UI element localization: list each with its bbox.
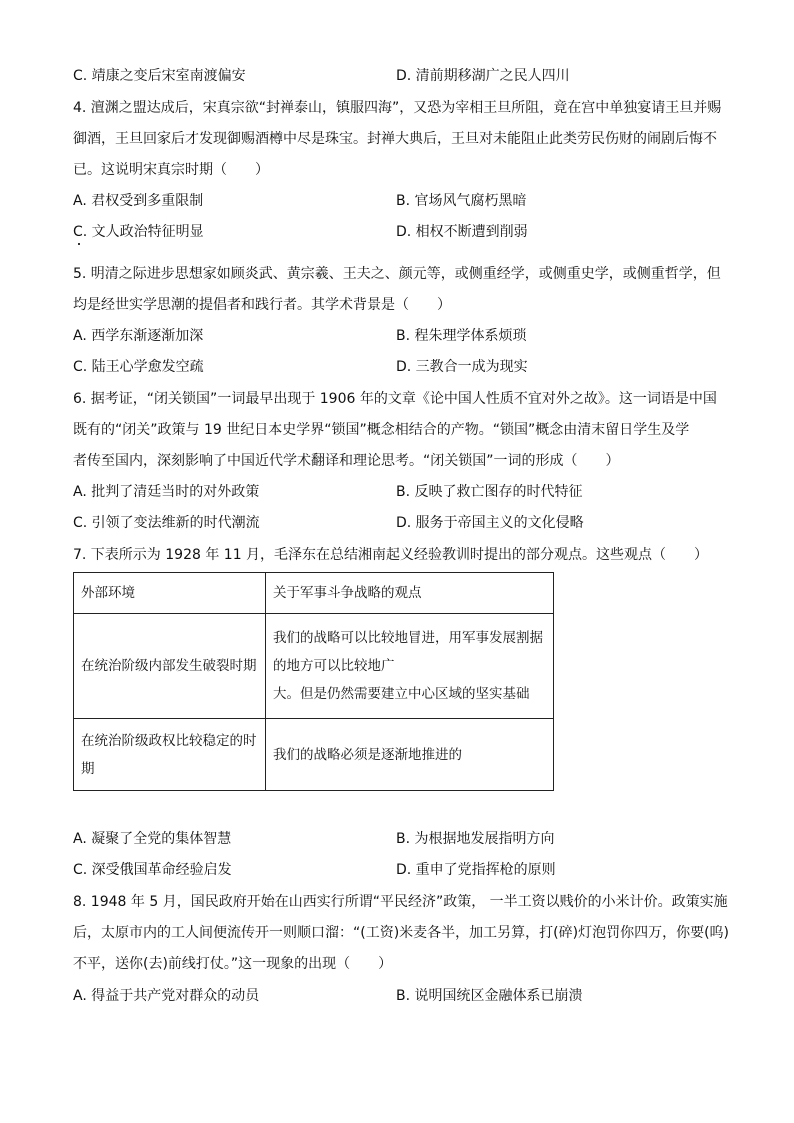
q6-stem-line-2: 既有的“闭关”政策与 19 世纪日本史学界“锁国”概念相结合的产物。“锁国”概念由清末留日学生及学 [73, 422, 690, 438]
row1-environment: 在统治阶级内部发生破裂时期 [74, 614, 266, 719]
q6-option-a: A. 批判了清廷当时的对外政策 [73, 484, 260, 500]
row1-view-line-1: 我们的战略可以比较地冒进，用军事发展割据的地方可以比较地广 [273, 630, 543, 674]
row1-view-line-2: 大。但是仍然需要建立中心区域的坚实基础 [273, 686, 530, 702]
q5-stem-line-2: 均是经世实学思潮的提倡者和践行者。其学术背景是（ ） [73, 297, 451, 313]
q3-option-c: C. 靖康之变后宋室南渡偏安 [73, 68, 246, 84]
q7-option-d: D. 重申了党指挥枪的原则 [396, 862, 556, 878]
q7-stem: 7. 下表所示为 1928 年 11 月，毛泽东在总结湘南起义经验教训时提出的部分观点。这些观点（ ） [73, 547, 709, 563]
q7-table [73, 572, 554, 791]
q7-option-c: C. 深受俄国革命经验启发 [73, 862, 232, 878]
q7-option-a: A. 凝聚了全党的集体智慧 [73, 831, 232, 847]
q4-option-d: D. 相权不断遭到削弱 [396, 224, 528, 240]
q4-stem-line-1: 4. 澶渊之盟达成后，宋真宗欲“封禅泰山，镇服四海”，又恐为宰相王旦所阻，竟在宫中单独宴请王旦并赐 [73, 100, 722, 116]
q5-option-b: B. 程朱理学体系烦琐 [396, 328, 527, 344]
q8-option-b: B. 说明国统区金融体系已崩溃 [396, 988, 583, 1004]
q8-stem-line-3: 不平，送你(去)前线打仗。”这一现象的出现（ ） [73, 956, 393, 972]
q7-option-b: B. 为根据地发展指明方向 [396, 831, 555, 847]
q6-stem-line-3: 者传至国内，深刻影响了中国近代学术翻译和理论思考。“闭关锁国”一词的形成（ ） [73, 453, 620, 469]
q4-option-c: C. 文人政治特征明显 [73, 224, 204, 240]
row1-view [266, 614, 554, 719]
q5-option-a: A. 西学东渐逐渐加深 [73, 328, 204, 344]
table-row [74, 614, 554, 719]
table-row [74, 719, 554, 791]
q8-stem-line-2: 后，太原市内的工人间便流传开一则顺口溜：“(工资)米麦各半，加工另算，打(碎)灯泡罚你四万，你要(呜) [73, 925, 730, 941]
table-header-row [74, 573, 554, 614]
header-strategy-view: 关于军事斗争战略的观点 [266, 573, 554, 614]
q8-option-a: A. 得益于共产党对群众的动员 [73, 988, 260, 1004]
row2-view: 我们的战略必须是逐渐地推进的 [266, 719, 554, 791]
q6-option-b: B. 反映了救亡图存的时代特征 [396, 484, 583, 500]
q8-stem-line-1: 8. 1948 年 5 月，国民政府开始在山西实行所谓“平民经济”政策， 一半工资以贱价的小米计价。政策实施 [73, 894, 728, 910]
q5-option-d: D. 三教合一成为现实 [396, 359, 528, 375]
header-external-environment: 外部环境 [74, 573, 266, 614]
q4-option-a: A. 君权受到多重限制 [73, 193, 204, 209]
q6-option-c: C. 引领了变法维新的时代潮流 [73, 515, 260, 531]
q4-stem-line-2: 御酒，王旦回家后才发现御赐酒樽中尽是珠宝。封禅大典后，王旦对未能阻止此类劳民伤财的闹剧后悔不 [73, 131, 717, 147]
q5-stem-line-1: 5. 明清之际进步思想家如顾炎武、黄宗羲、王夫之、颜元等，或侧重经学，或侧重史学，或侧重哲学，但 [73, 266, 721, 282]
q4-option-b: B. 官场风气腐朽黑暗 [396, 193, 527, 209]
q6-option-d: D. 服务于帝国主义的文化侵略 [396, 515, 584, 531]
q4-stem-line-3: 已。这说明宋真宗时期（ ） [73, 162, 269, 178]
q5-option-c: C. 陆王心学愈发空疏 [73, 359, 204, 375]
q6-stem-line-1: 6. 据考证，“闭关锁国”一词最早出现于 1906 年的文章《论中国人性质不宜对外之故》。这一词语是中国 [73, 391, 717, 407]
q3-option-d: D. 清前期移湖广之民人四川 [396, 68, 570, 84]
row2-environment: 在统治阶级政权比较稳定的时期 [74, 719, 266, 791]
stray-dot [78, 243, 80, 245]
